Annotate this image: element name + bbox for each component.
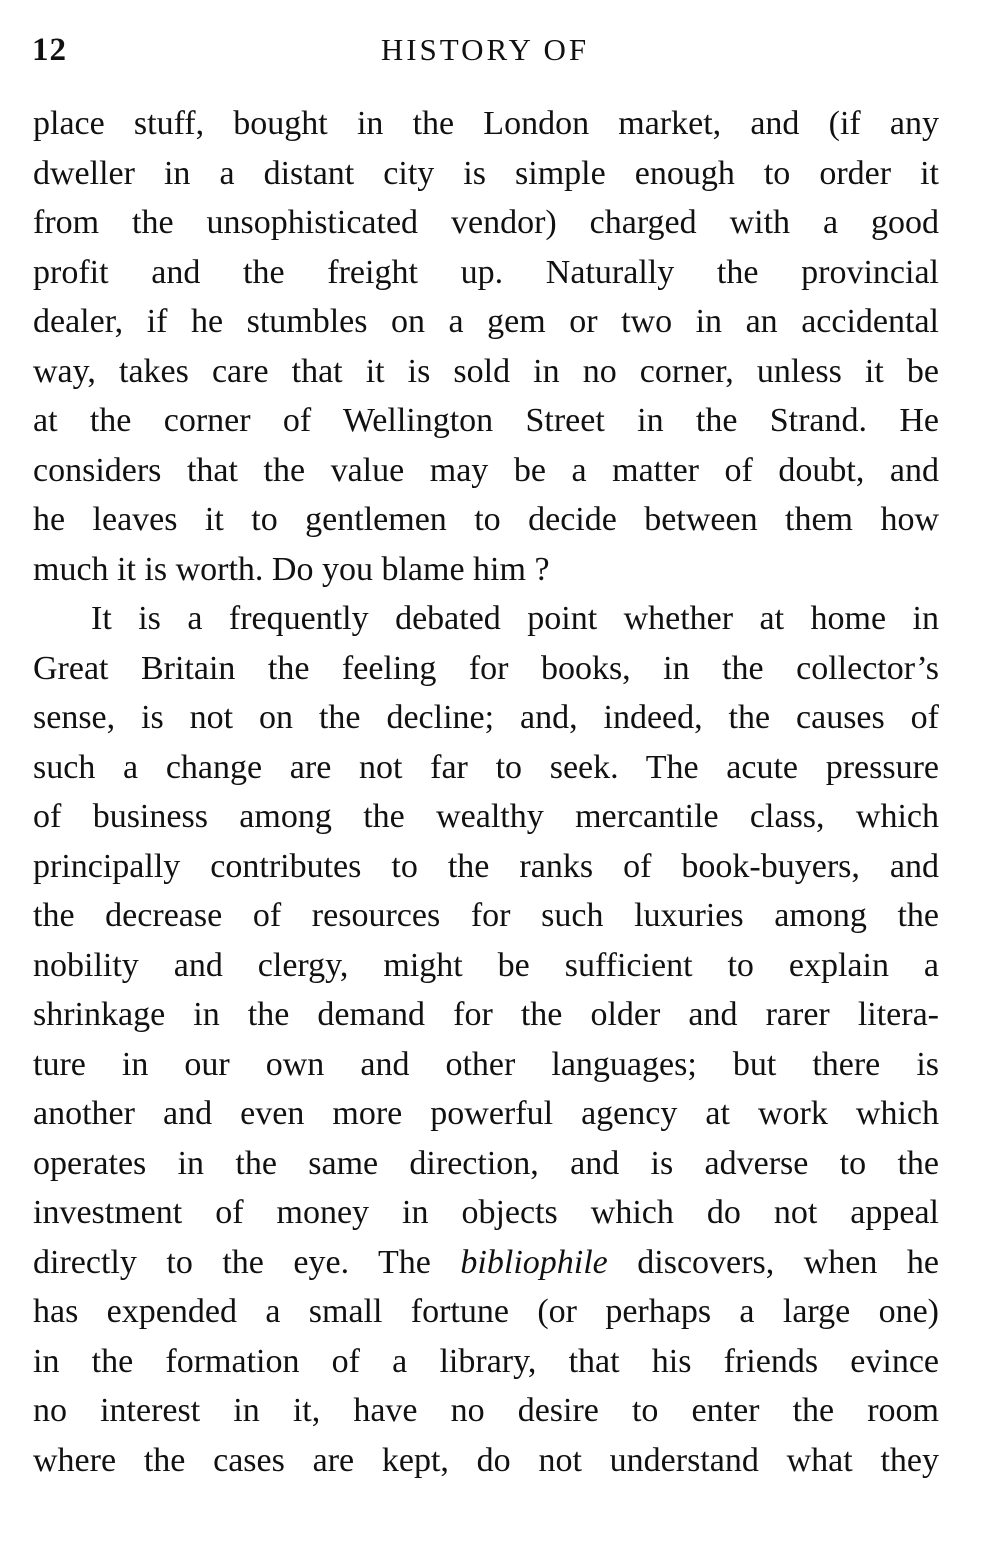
text-line: sense, is not on the decline; and, indeed, the causes of [33,699,939,736]
text-line: such a change are not far to seek. The acute pressure [33,748,939,786]
text-line: where the cases are kept, do not understand what they [33,1441,939,1479]
text-line: place stuff, bought in the London market, and (if any [33,105,939,142]
body-text [33,99,939,1485]
text-line: of business among the wealthy mercantile class, which [33,798,939,835]
text-line: principally contributes to the ranks of book-buyers, and [33,847,939,885]
text-line: way, takes care that it is sold in no corner, unless it be [33,352,939,390]
text-line: in the formation of a library, that his friends evince [33,1342,939,1380]
text-line: no interest in it, have no desire to enter the room [33,1392,939,1429]
text-line: another and even more powerful agency at work which [33,1095,939,1132]
paragraph-end-line: much it is worth. Do you blame him ? [33,550,550,588]
text-line: considers that the value may be a matter of doubt, and [33,451,939,489]
page-number: 12 [32,32,67,68]
text-line: shrinkage in the demand for the older and rarer litera- [33,996,939,1033]
text-line: the decrease of resources for such luxuries among the [33,897,939,934]
line-segment: directly to the eye. The [33,1243,461,1281]
text-line: has expended a small fortune (or perhaps a large one) [33,1293,939,1330]
page-header [32,30,938,70]
text-line: nobility and clergy, might be sufficient to explain a [33,946,939,984]
text-line: dealer, if he stumbles on a gem or two in an accidental [33,303,939,340]
text-line: from the unsophisticated vendor) charged with a good [33,204,939,241]
paragraph-start-line: It is a frequently debated point whether at home in [91,600,939,637]
text-line: at the corner of Wellington Street in the Strand. He [33,402,939,439]
text-line: operates in the same direction, and is adverse to the [33,1144,939,1182]
text-line: he leaves it to gentlemen to decide between them how [33,501,939,538]
running-head: HISTORY OF [380,32,590,67]
text-line: Great Britain the feeling for books, in the collector’s [33,649,939,687]
line-segment: discovers, when he [607,1243,939,1281]
text-line: dweller in a distant city is simple enough to order it [33,154,939,192]
text-line-with-italic [33,1238,939,1288]
text-line: profit and the freight up. Naturally the provincial [33,253,939,291]
italic-term: bibliophile [460,1243,608,1281]
text-line: investment of money in objects which do not appeal [33,1194,939,1231]
text-line: ture in our own and other languages; but there is [33,1045,939,1083]
